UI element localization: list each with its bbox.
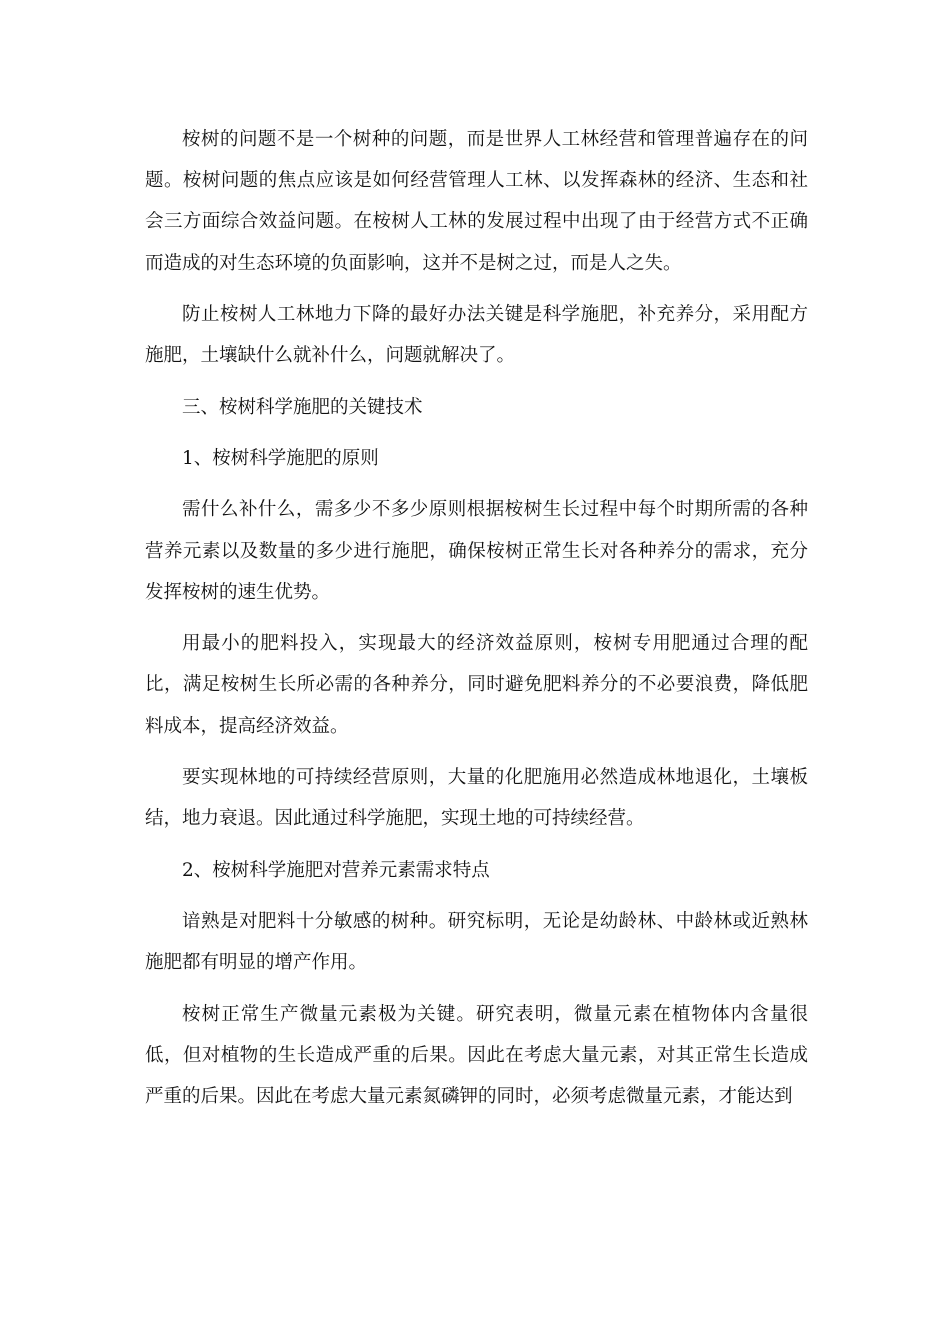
paragraph-fertilizer-sensitivity: 谙熟是对肥料十分敏感的树种。研究标明，无论是幼龄林、中龄林或近熟林施肥都有明显的增产作用。 [145,910,808,974]
subsection-heading-nutrient-needs: 2、桉树科学施肥对营养元素需求特点 [182,859,490,881]
document-body [145,119,808,1127]
subsection-heading-principles: 1、桉树科学施肥的原则 [182,447,379,469]
paragraph-prevent-decline: 防止桉树人工林地力下降的最好办法关键是科学施肥，补充养分，采用配方施肥，土壤缺什么就补什么，问题就解决了。 [145,304,808,367]
section-heading-key-techniques: 三、桉树科学施肥的关键技术 [182,396,423,418]
paragraph-principle-economic: 用最小的肥料投入，实现最大的经济效益原则，桉树专用肥通过合理的配比，满足桉树生长所必需的各种养分，同时避免肥料养分的不必要浪费，降低肥料成本，提高经济效益。 [145,633,808,737]
paragraph-principle-sustainable: 要实现林地的可持续经营原则，大量的化肥施用必然造成林地退化，土壤板结，地力衰退。因此通过科学施肥，实现土地的可持续经营。 [145,766,808,830]
paragraph-principle-need-based: 需什么补什么，需多少不多少原则根据桉树生长过程中每个时期所需的各种营养元素以及数量的多少进行施肥，确保桉树正常生长对各种养分的需求，充分发挥桉树的速生优势。 [145,499,808,603]
paragraph-trace-elements: 桉树正常生产微量元素极为关键。研究表明，微量元素在植物体内含量很低，但对植物的生长造成严重的后果。因此在考虑大量元素，对其正常生长造成严重的后果。因此在考虑大量元素氮磷钾的同时，必须考虑微量元素，才能达到 [145,1003,808,1107]
paragraph-eucalyptus-problem: 桉树的问题不是一个树种的问题，而是世界人工林经营和管理普遍存在的问题。桉树问题的焦点应该是如何经营管理人工林、以发挥森林的经济、生态和社会三方面综合效益问题。在桉树人工林的发展过程中出现了由于经营方式不正确而造成的对生态环境的负面影响，这并不是树之过，而是人之失。 [145,129,808,274]
